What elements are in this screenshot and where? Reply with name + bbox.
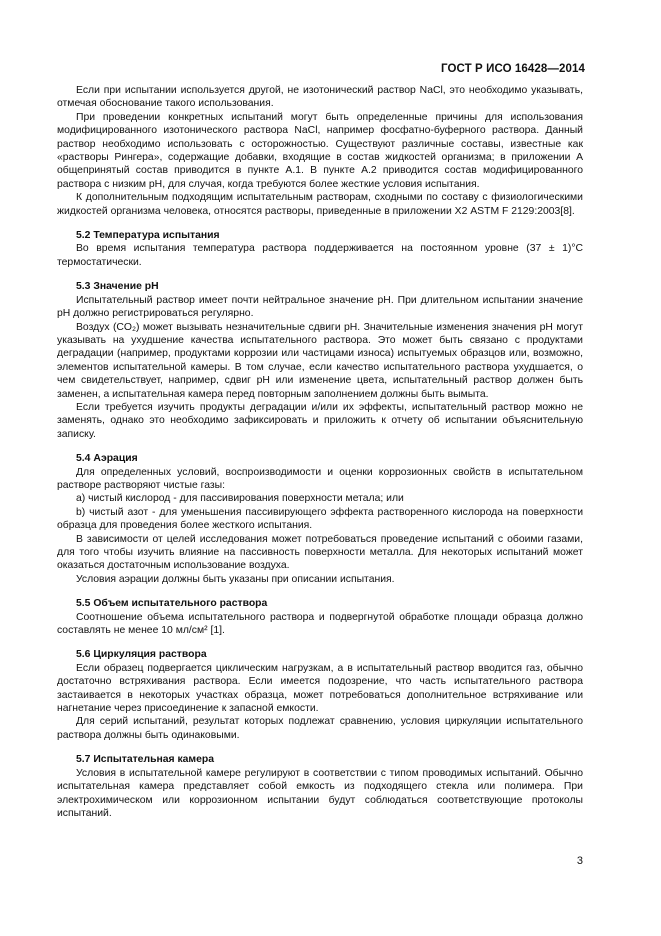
paragraph: Если образец подвергается циклическим нагрузкам, а в испытательный раствор вводится газ, обычно достаточно встряхивания раствора. Если имеется подозрение, что часть испытательного раствора застаивается в некоторых участках образца, может потребоваться дополнительное встряхивание или нагнетание через присоединение к запасной емкости. xyxy=(57,662,583,715)
section-heading-5-6: 5.6 Циркуляция раствора xyxy=(76,649,207,661)
document-body xyxy=(57,84,583,820)
paragraph: Если при испытании используется другой, не изотонический раствор NaCl, это необходимо указывать, отмечая обоснование такого использования. xyxy=(57,85,583,110)
paragraph: Условия в испытательной камере регулируют в соответствии с типом проводимых испытаний. Обычно испытательная камера представляет собой емкость из подходящего стекла или полимера. При электрохимическом или коррозионном испытании будут соблюдаться соответствующие протоколы испытаний. xyxy=(57,767,583,819)
page-number: 3 xyxy=(576,855,583,867)
paragraph: Соотношение объема испытательного раствора и подвергнутой обработке площади образца должно составлять не менее 10 мл/см² [1]. xyxy=(57,611,583,637)
paragraph: Во время испытания температура раствора поддерживается на постоянном уровне (37 ± 1)°С термостатически. xyxy=(57,243,583,268)
list-item: b) чистый азот - для уменьшения пассивирующего эффекта растворенного кислорода на поверхности образца для проведения более жесткого испытания. xyxy=(57,506,583,532)
paragraph: Для серий испытаний, результат которых подлежат сравнению, условия циркуляции испытательного раствора должны быть одинаковыми. xyxy=(57,716,583,741)
paragraph: Условия аэрации должны быть указаны при описании испытания. xyxy=(76,573,395,585)
paragraph: Воздух (CO₂) может вызывать незначительные сдвиги рН. Значительные изменения значения рН могут указывать на ухудшение качества испытательного раствора. Это может быть связано с продуктами деградации (например, продуктами коррозии или частицами износа) испытуемых образцов или, возможно, элементов испытательной камеры. В том случае, если качество испытательного раствора ухудшается, о чем свидетельствует, например, сдвиг рН или изменение цвета, испытательный раствор должен быть заменен, а испытательная камера перед повторным заполнением должны быть вымыта. xyxy=(57,321,583,400)
paragraph: К дополнительным подходящим испытательным растворам, сходными по составу с физиологическими жидкостей организма человека, относятся растворы, приведенные в приложении Х2 ASTM F 2129:2003[8]. xyxy=(57,192,583,217)
document-header: ГОСТ Р ИСО 16428—2014 xyxy=(440,63,585,75)
section-heading-5-7: 5.7 Испытательная камера xyxy=(76,754,215,766)
paragraph: При проведении конкретных испытаний могут быть определенные причины для использования модифицированного изотонического раствора NaCl, например фосфатно-буферного раствора. Данный раствор необходимо использовать с осторожностью. Существуют различные составы, известные как «растворы Рингера», содержащие добавки, входящие в состав жидкостей организма; в приложении А общепринятый состав приводится в пункте А.1. В пункте А.2 приводится состав модифицированного раствора с низким рН, для случая, когда требуются более жесткие условия испытания. xyxy=(57,111,583,190)
paragraph: Для определенных условий, воспроизводимости и оценки коррозионных свойств в испытательном растворе растворяют чистые газы: xyxy=(57,466,583,491)
paragraph: В зависимости от целей исследования может потребоваться проведение испытаний с обоими газами, для того чтобы изучить влияние на пассивность поверхности металла. Для некоторых испытаний может оказаться достаточным использование воздуха. xyxy=(57,533,583,572)
section-heading-5-2: 5.2 Температура испытания xyxy=(76,230,220,242)
paragraph: Если требуется изучить продукты деградации и/или их эффекты, испытательный раствор можно не заменять, однако это необходимо зафиксировать и приложить к отчету об испытании объяснительную записку. xyxy=(57,401,583,440)
section-heading-5-3: 5.3 Значение рН xyxy=(76,281,159,293)
paragraph: Испытательный раствор имеет почти нейтральное значение рН. При длительном испытании значение рН должно регистрироваться регулярно. xyxy=(57,294,583,320)
list-item: а) чистый кислород - для пассивирования поверхности метала; или xyxy=(76,493,404,505)
section-heading-5-4: 5.4 Аэрация xyxy=(76,453,138,465)
section-heading-5-5: 5.5 Объем испытательного раствора xyxy=(76,598,268,610)
